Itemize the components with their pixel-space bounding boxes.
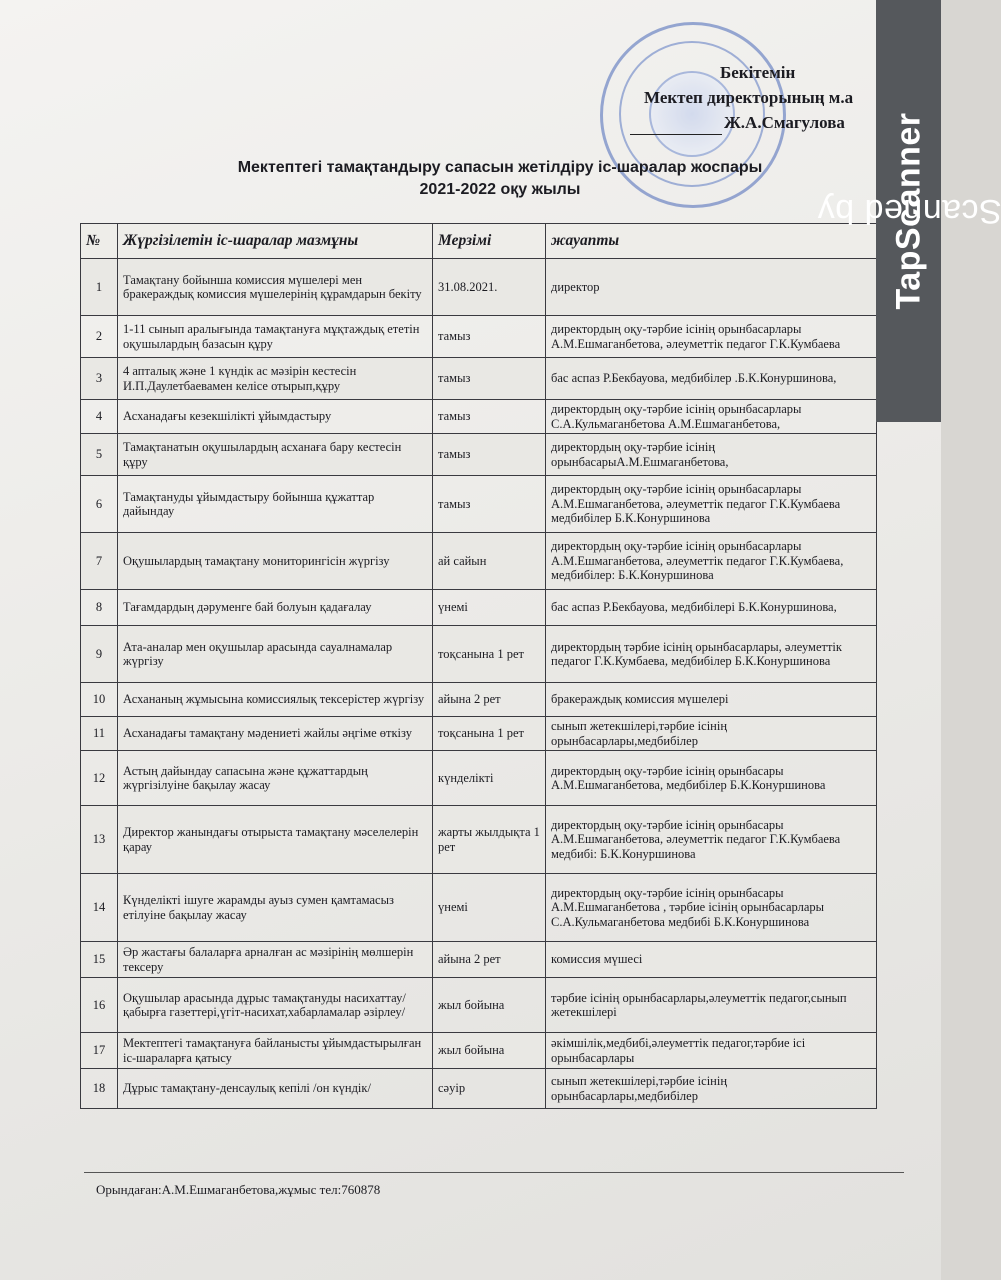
row-number: 2 bbox=[81, 316, 118, 358]
row-content: Тамақтанатын оқушылардың асханаға бару кестесін құру bbox=[118, 434, 433, 476]
row-period: сәуір bbox=[433, 1069, 546, 1109]
row-content: 1-11 сынып аралығында тамақтануға мұқтаждық ететін оқушылардың базасын құру bbox=[118, 316, 433, 358]
table-row bbox=[81, 806, 877, 874]
row-content: Астың дайындау сапасына және құжаттардың жүргізілуіне бақылау жасау bbox=[118, 751, 433, 806]
row-responsible: әкімшілік,медбибі,әлеуметтік педагог,тәрбие ісі орынбасарлары bbox=[546, 1033, 877, 1069]
row-responsible: бракераждық комиссия мүшелері bbox=[546, 683, 877, 717]
row-number: 16 bbox=[81, 978, 118, 1033]
row-period: тамыз bbox=[433, 434, 546, 476]
row-content: Асханадағы кезекшілікті ұйымдастыру bbox=[118, 400, 433, 434]
footer-divider bbox=[84, 1172, 904, 1173]
row-content: Директор жанындағы отырыста тамақтану мәселелерін қарау bbox=[118, 806, 433, 874]
row-content: Асхананың жұмысына комиссиялық тексерістер жүргізу bbox=[118, 683, 433, 717]
row-responsible: директордың тәрбие ісінің орынбасарлары, әлеуметтік педагог Г.К.Кумбаева, медбибілер Б.К.Конуршинова bbox=[546, 626, 877, 683]
row-period: тоқсанына 1 рет bbox=[433, 626, 546, 683]
row-period: үнемі bbox=[433, 590, 546, 626]
row-period: күнделікті bbox=[433, 751, 546, 806]
row-content: Күнделікті ішуге жарамды ауыз сумен қамтамасыз етілуіне бақылау жасау bbox=[118, 874, 433, 942]
row-responsible: директордың оқу-тәрбие ісінің орынбасарлары А.М.Ешмаганбетова, әлеуметтік педагог Г.К.Кумбаева bbox=[546, 316, 877, 358]
table-row bbox=[81, 476, 877, 533]
table-row bbox=[81, 874, 877, 942]
row-responsible: бас аспаз Р.Бекбауова, медбибілері Б.К.Конуршинова, bbox=[546, 590, 877, 626]
row-content: Тамақтану бойынша комиссия мүшелері мен бракераждық комиссия мүшелерінің құрамдарын бекіту bbox=[118, 259, 433, 316]
row-content: Тағамдардың дәруменге бай болуын қадағалау bbox=[118, 590, 433, 626]
approval-heading: Бекітемін bbox=[720, 63, 796, 82]
row-number: 10 bbox=[81, 683, 118, 717]
row-period: үнемі bbox=[433, 874, 546, 942]
row-responsible: директордың оқу-тәрбие ісінің орынбасарлары С.А.Кульмаганбетова А.М.Ешмаганбетова, bbox=[546, 400, 877, 434]
row-number: 1 bbox=[81, 259, 118, 316]
table-row bbox=[81, 626, 877, 683]
table-row bbox=[81, 1069, 877, 1109]
table-row bbox=[81, 434, 877, 476]
table-row bbox=[81, 751, 877, 806]
row-number: 7 bbox=[81, 533, 118, 590]
document-title bbox=[150, 157, 850, 201]
row-content: Оқушылардың тамақтану мониторингісін жүргізу bbox=[118, 533, 433, 590]
row-responsible: директордың оқу-тәрбие ісінің орынбасарлары А.М.Ешмаганбетова, әлеуметтік педагог Г.К.Кумбаева, медбибілер: Б.К.Конуршинова bbox=[546, 533, 877, 590]
row-period: тамыз bbox=[433, 316, 546, 358]
table-row bbox=[81, 590, 877, 626]
row-responsible: директордың оқу-тәрбие ісінің орынбасарыА.М.Ешмаганбетова, bbox=[546, 434, 877, 476]
row-period: жарты жылдықта 1 рет bbox=[433, 806, 546, 874]
table-row bbox=[81, 1033, 877, 1069]
row-number: 3 bbox=[81, 358, 118, 400]
row-number: 15 bbox=[81, 942, 118, 978]
row-number: 17 bbox=[81, 1033, 118, 1069]
row-period: ай сайын bbox=[433, 533, 546, 590]
header-period: Мерзімі bbox=[433, 224, 546, 259]
row-responsible: комиссия мүшесі bbox=[546, 942, 877, 978]
row-content: Асханадағы тамақтану мәдениеті жайлы әңгіме өткізу bbox=[118, 717, 433, 751]
row-number: 4 bbox=[81, 400, 118, 434]
plan-table bbox=[80, 223, 877, 1109]
row-number: 18 bbox=[81, 1069, 118, 1109]
table-row bbox=[81, 533, 877, 590]
row-responsible: сынып жетекшілері,тәрбие ісінің орынбасарлары,медбибілер bbox=[546, 1069, 877, 1109]
row-responsible: директордың оқу-тәрбие ісінің орынбасарлары А.М.Ешмаганбетова, әлеуметтік педагог Г.К.Кумбаева медбибілер Б.К.Конуршинова bbox=[546, 476, 877, 533]
row-content: 4 апталық және 1 күндік ас мәзірін кестесін И.П.Даулетбаевамен келісе отырып,құру bbox=[118, 358, 433, 400]
row-content: Ата-аналар мен оқушылар арасында сауалнамалар жүргізу bbox=[118, 626, 433, 683]
row-number: 6 bbox=[81, 476, 118, 533]
row-responsible: директордың оқу-тәрбие ісінің орынбасары А.М.Ешмаганбетова, медбибілер Б.К.Конуршинова bbox=[546, 751, 877, 806]
row-number: 5 bbox=[81, 434, 118, 476]
approval-name: Ж.А.Смагулова bbox=[724, 113, 845, 132]
row-number: 13 bbox=[81, 806, 118, 874]
table-row bbox=[81, 942, 877, 978]
row-period: тоқсанына 1 рет bbox=[433, 717, 546, 751]
table-row bbox=[81, 978, 877, 1033]
row-period: тамыз bbox=[433, 476, 546, 533]
footer-contact: Орындаған:А.М.Ешмаганбетова,жұмыс тел:760878 bbox=[96, 1182, 381, 1197]
row-number: 14 bbox=[81, 874, 118, 942]
table-row bbox=[81, 717, 877, 751]
row-content: Мектептегі тамақтануға байланысты ұйымдастырылған іс-шараларға қатысу bbox=[118, 1033, 433, 1069]
table-row bbox=[81, 400, 877, 434]
table-row bbox=[81, 316, 877, 358]
table-row bbox=[81, 259, 877, 316]
row-period: жыл бойына bbox=[433, 1033, 546, 1069]
approval-position: Мектеп директорының м.а bbox=[644, 88, 854, 107]
approval-signature-line bbox=[630, 110, 845, 135]
row-responsible: директордың оқу-тәрбие ісінің орынбасары А.М.Ешмаганбетова , тәрбие ісінің орынбасарлары С.А.Кульмаганбетова медбибі Б.К.Конуршинова bbox=[546, 874, 877, 942]
row-number: 8 bbox=[81, 590, 118, 626]
row-content: Тамақтануды ұйымдастыру бойынша құжаттар дайындау bbox=[118, 476, 433, 533]
row-period: 31.08.2021. bbox=[433, 259, 546, 316]
row-period: айына 2 рет bbox=[433, 683, 546, 717]
watermark-brand: TapScanner bbox=[889, 112, 927, 310]
row-content: Әр жастағы балаларға арналған ас мәзірінің мөлшерін тексеру bbox=[118, 942, 433, 978]
row-period: тамыз bbox=[433, 358, 546, 400]
header-number: № bbox=[81, 224, 118, 259]
row-number: 11 bbox=[81, 717, 118, 751]
table-row bbox=[81, 358, 877, 400]
row-content: Оқушылар арасында дұрыс тамақтануды насихаттау/қабырға газеттері,үгіт-насихат,хабарламалар әзірлеу/ bbox=[118, 978, 433, 1033]
row-responsible: тәрбие ісінің орынбасарлары,әлеуметтік педагог,сынып жетекшілері bbox=[546, 978, 877, 1033]
row-period: тамыз bbox=[433, 400, 546, 434]
row-number: 9 bbox=[81, 626, 118, 683]
row-responsible: директор bbox=[546, 259, 877, 316]
row-period: айына 2 рет bbox=[433, 942, 546, 978]
watermark-prefix: Scanned by bbox=[816, 192, 1001, 231]
header-responsible: жауапты bbox=[546, 224, 877, 259]
title-line-2: 2021-2022 оқу жылы bbox=[419, 181, 581, 198]
header-content: Жүргізілетін іс-шаралар мазмұны bbox=[118, 224, 433, 259]
title-line-1: Мектептегі тамақтандыру сапасын жетілдіру іс-шаралар жоспары bbox=[237, 159, 763, 176]
table-header-row bbox=[81, 224, 877, 259]
row-number: 12 bbox=[81, 751, 118, 806]
tapscanner-watermark bbox=[816, 0, 1001, 422]
row-responsible: бас аспаз Р.Бекбауова, медбибілер .Б.К.Конуршинова, bbox=[546, 358, 877, 400]
table-row bbox=[81, 683, 877, 717]
row-responsible: сынып жетекшілері,тәрбие ісінің орынбасарлары,медбибілер bbox=[546, 717, 877, 751]
row-responsible: директордың оқу-тәрбие ісінің орынбасары А.М.Ешмаганбетова, әлеуметтік педагог Г.К.Кумбаева медбибі: Б.К.Конуршинова bbox=[546, 806, 877, 874]
row-content: Дұрыс тамақтану-денсаулық кепілі /он күндік/ bbox=[118, 1069, 433, 1109]
signature-underline bbox=[630, 117, 722, 135]
row-period: жыл бойына bbox=[433, 978, 546, 1033]
